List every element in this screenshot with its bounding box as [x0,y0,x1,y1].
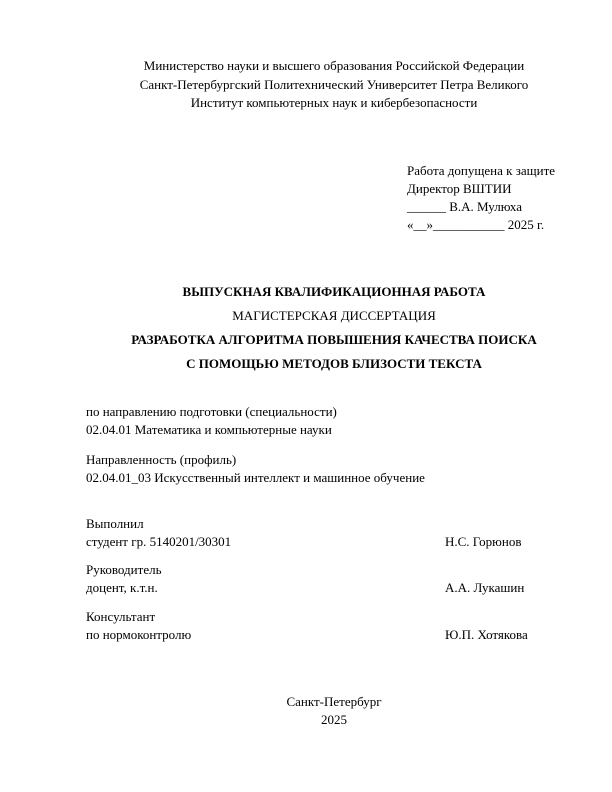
approval-director-signature: ______ В.А. Мулюха [407,199,523,214]
institute-name: Институт компьютерных наук и кибербезопасности [190,95,478,110]
role-title: Руководитель [86,562,162,577]
approval-date: «__»___________ 2025 г. [407,217,545,232]
work-type: ВЫПУСКНАЯ КВАЛИФИКАЦИОННАЯ РАБОТА [182,284,486,299]
profile-label: Направленность (профиль) [86,452,237,467]
direction-value: 02.04.01 Математика и компьютерные науки [86,422,332,437]
topic-line-2: С ПОМОЩЬЮ МЕТОДОВ БЛИЗОСТИ ТЕКСТА [186,356,482,371]
direction-label: по направлению подготовки (специальности) [86,404,337,419]
role-title: Консультант [86,609,156,624]
role-name: Н.С. Горюнов [445,534,522,549]
profile-value: 02.04.01_03 Искусственный интеллект и машинное обучение [86,470,425,485]
ministry-name: Министерство науки и высшего образования Российской Федерации [143,58,525,73]
topic-line-1: РАЗРАБОТКА АЛГОРИТМА ПОВЫШЕНИЯ КАЧЕСТВА ПОИСКА [131,332,537,347]
footer-city: Санкт-Петербург [286,694,382,709]
role-name: А.А. Лукашин [445,580,525,595]
approval-director-title: Директор ВШТИИ [407,181,512,196]
role-name: Ю.П. Хотякова [445,627,528,642]
footer-year: 2025 [321,712,347,727]
university-name: Санкт-Петербургский Политехнический Университет Петра Великого [139,77,529,92]
work-subtype: МАГИСТЕРСКАЯ ДИССЕРТАЦИЯ [232,308,436,323]
approval-status: Работа допущена к защите [407,163,556,178]
role-position: по нормоконтролю [86,627,192,642]
role-title: Выполнил [86,516,144,531]
role-position: студент гр. 5140201/30301 [86,534,232,549]
role-position: доцент, к.т.н. [86,580,158,595]
